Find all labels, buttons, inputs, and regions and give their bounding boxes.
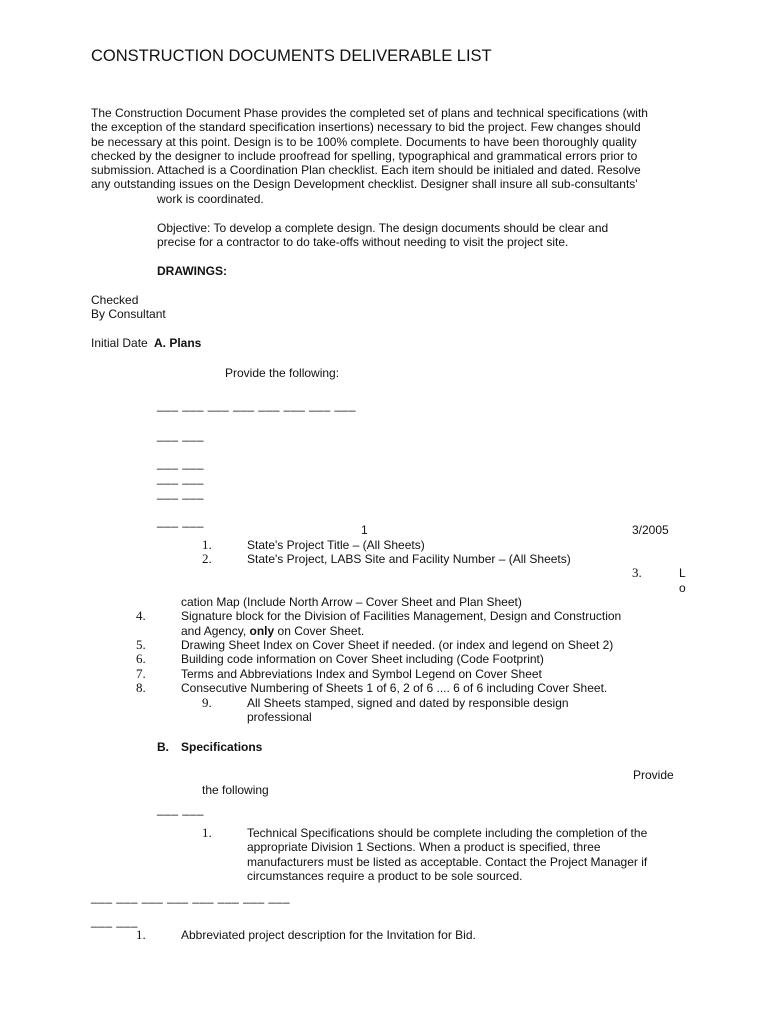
item-number: 5. — [136, 637, 146, 652]
footer-page-number: 1 — [361, 523, 368, 537]
plans-item-text-line2 — [181, 624, 364, 639]
item-number: 1. — [202, 537, 212, 552]
by-consultant-label: By Consultant — [91, 307, 166, 321]
intro-line: any outstanding issues on the Design Development checklist. Designer shall insure all sub-consultants' — [91, 177, 638, 192]
intro-paragraph — [91, 106, 648, 192]
item-number: 4. — [136, 608, 146, 623]
plans-item-text: Building code information on Cover Sheet including (Code Footprint) — [181, 652, 544, 666]
specs-label: B. — [157, 740, 169, 754]
intro-line: be necessary at this point. Design is to be 100% complete. Documents to have been thoroughly quality — [91, 134, 637, 149]
plans-item-text: professional — [247, 710, 312, 724]
plans-item-text: All Sheets stamped, signed and dated by responsible design — [247, 696, 569, 710]
initial-date-label: Initial Date — [91, 336, 148, 350]
item-number: 1. — [202, 825, 212, 840]
checked-label: Checked — [91, 293, 139, 307]
spec-item-line: manufacturers must be listed as acceptable. Contact the Project Manager if — [247, 854, 648, 869]
plans-item-text: cation Map (Include North Arrow – Cover Sheet and Plan Sheet) — [181, 595, 522, 609]
plans-item-text: Signature block for the Division of Facilities Management, Design and Construction — [181, 609, 622, 623]
objective-line: Objective: To develop a complete design. The design documents should be clear and — [157, 221, 609, 235]
item-number: 3. — [632, 565, 642, 580]
plans-heading: A. Plans — [154, 336, 202, 350]
plans-item-text: Consecutive Numbering of Sheets 1 of 6, 2 of 6 .... 6 of 6 including Cover Sheet. — [181, 681, 608, 695]
plans-item-text: Drawing Sheet Index on Cover Sheet if needed. (or index and legend on Sheet 2) — [181, 638, 614, 652]
drawings-heading: DRAWINGS: — [157, 264, 227, 278]
spec-item-text — [247, 826, 647, 883]
item4-emphasis: only — [249, 624, 275, 638]
objective-line: precise for a contractor to do take-offs without needing to visit the project site. — [157, 235, 569, 250]
spec-item-line: circumstances require a product to be sole sourced. — [247, 868, 523, 883]
signoff-blanks-row: ___ ___ ___ ___ ___ ___ ___ ___ — [91, 890, 291, 904]
intro-last-line: work is coordinated. — [157, 192, 264, 206]
footer-date: 3/2005 — [632, 523, 669, 537]
plans-item-text: State's Project, LABS Site and Facility Number – (All Sheets) — [247, 552, 571, 566]
spec-item-line: appropriate Division 1 Sections. When a product is specified, three — [247, 840, 601, 855]
signoff-blanks: ___ ___ — [157, 456, 204, 470]
item-number: 6. — [136, 651, 146, 666]
item4-post: on Cover Sheet. — [277, 624, 365, 638]
item3-fragment: o — [679, 581, 686, 595]
signoff-blanks: ___ ___ — [91, 914, 138, 928]
document-title: CONSTRUCTION DOCUMENTS DELIVERABLE LIST — [91, 47, 492, 65]
item-number: 8. — [136, 680, 146, 695]
spec-item-line: Technical Specifications should be complete including the completion of the — [247, 826, 648, 840]
bid-item-text: Abbreviated project description for the Invitation for Bid. — [181, 928, 476, 942]
objective-paragraph — [157, 221, 608, 250]
signoff-blanks: ___ ___ — [157, 486, 204, 500]
item-number: 7. — [136, 666, 146, 681]
signoff-blanks: ___ ___ — [157, 802, 204, 816]
signoff-blanks-row: ___ ___ ___ ___ ___ ___ ___ ___ — [157, 398, 357, 412]
specs-heading: Specifications — [181, 740, 263, 754]
intro-line: the exception of the standard specification insertions) necessary to bid the project. Few changes should — [91, 120, 641, 135]
item-number: 1. — [136, 927, 146, 942]
provide-text: Provide — [633, 768, 674, 782]
plans-item-text: State's Project Title – (All Sheets) — [247, 538, 425, 552]
provide-following: Provide the following: — [225, 366, 340, 380]
intro-line: The Construction Document Phase provides the completed set of plans and technical specifications (with — [91, 106, 648, 120]
plans-item-text: Terms and Abbreviations Index and Symbol Legend on Cover Sheet — [181, 667, 542, 681]
signoff-blanks: ___ ___ — [157, 471, 204, 485]
intro-line: submission. Attached is a Coordination Plan checklist. Each item should be initialed and dated. Resolve — [91, 163, 641, 178]
item4-pre: and Agency, — [181, 624, 247, 638]
intro-line: checked by the designer to include proofread for spelling, typographical and grammatical errors prior to — [91, 148, 638, 163]
the-following-text: the following — [202, 783, 269, 797]
item-number: 9. — [202, 695, 212, 710]
item3-fragment: L — [679, 566, 686, 580]
signoff-blanks: ___ ___ — [157, 428, 204, 442]
signoff-blanks: ___ ___ — [157, 514, 204, 528]
item-number: 2. — [202, 551, 212, 566]
